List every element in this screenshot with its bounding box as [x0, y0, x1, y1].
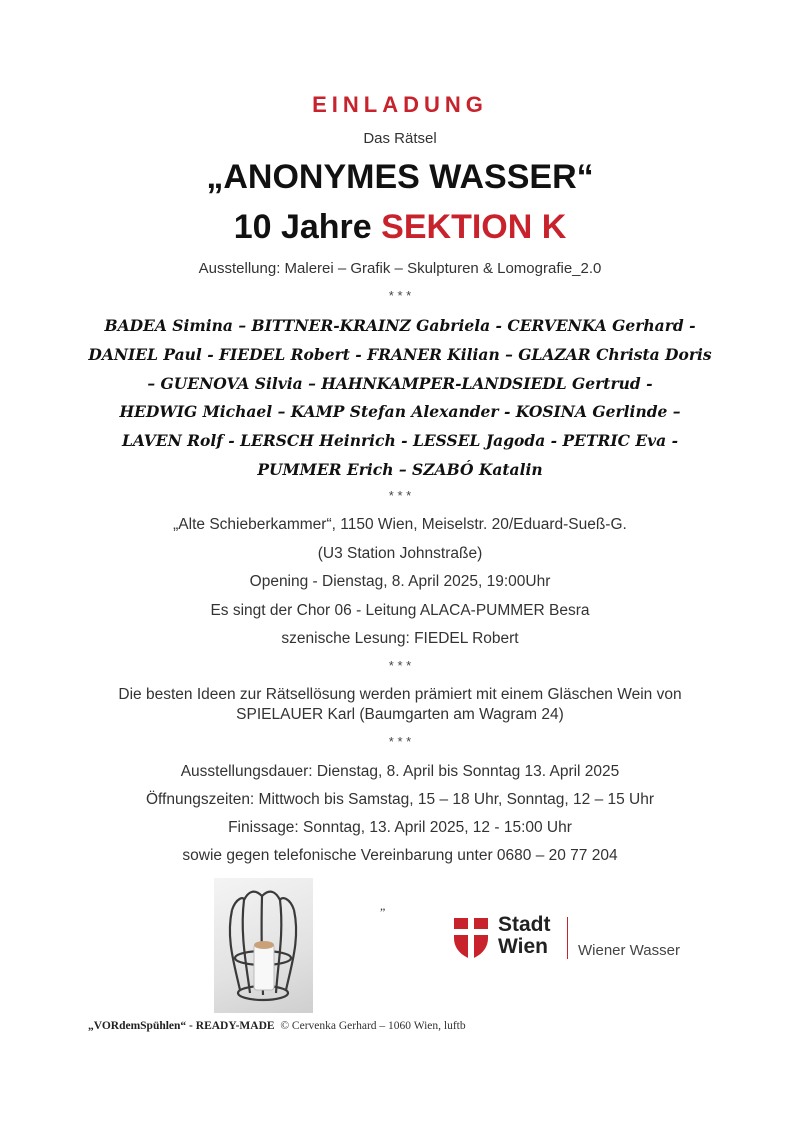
artist-line: BADEA Simina – BITTNER-KRAINZ Gabriela - CERVENKA Gerhard - — [104, 316, 696, 335]
separator: * * * — [388, 288, 412, 303]
artwork-caption — [88, 1020, 466, 1032]
opening-hours: Öffnungszeiten: Mittwoch bis Samstag, 15 – 18 Uhr, Sonntag, 12 – 15 Uhr — [145, 791, 655, 808]
choir-info: Es singt der Chor 06 - Leitung ALACA-PUMMER Besra — [210, 602, 590, 619]
artist-line: PUMMER Erich – SZABÓ Katalin — [257, 460, 543, 479]
main-title: „ANONYMES WASSER“ — [206, 158, 594, 196]
artwork-title: „VORdemSpühlen“ - READY-MADE — [88, 1020, 275, 1032]
artist-line: LAVEN Rolf - LERSCH Heinrich - LESSEL Jagoda - PETRIC Eva - — [121, 431, 679, 450]
stray-quote-mark: ” — [380, 905, 386, 919]
separator: * * * — [388, 658, 412, 673]
phone-appointment: sowie gegen telefonische Vereinbarung unter 0680 – 20 77 204 — [182, 847, 618, 864]
artwork-photo — [214, 878, 313, 1013]
artwork-credit: © Cervenka Gerhard – 1060 Wien, luftb — [280, 1020, 466, 1032]
wire-holder-illustration — [214, 878, 313, 1013]
reading-info: szenische Lesung: FIEDEL Robert — [281, 630, 519, 647]
opening-time: Opening - Dienstag, 8. April 2025, 19:00Uhr — [249, 573, 551, 590]
prize-line: Die besten Ideen zur Rätsellösung werden prämiert mit einem Gläschen Wein von — [118, 686, 682, 703]
artist-line: HEDWIG Michael – KAMP Stefan Alexander - KOSINA Gerlinde – — [119, 402, 681, 421]
exhibition-duration: Ausstellungsdauer: Dienstag, 8. April bis Sonntag 13. April 2025 — [180, 763, 620, 780]
prize-line: SPIELAUER Karl (Baumgarten am Wagram 24) — [236, 706, 564, 723]
artist-line: DANIEL Paul - FIEDEL Robert - FRANER Kilian – GLAZAR Christa Doris — [88, 345, 712, 364]
logo-wien-text: Wien — [498, 935, 548, 958]
stadt-wien-logo — [452, 914, 702, 964]
logo-wiener-wasser: Wiener Wasser — [578, 942, 680, 959]
artist-line: – GUENOVA Silvia – HAHNKAMPER-LANDSIEDL Gertrud - — [147, 374, 653, 393]
logo-divider — [567, 917, 568, 959]
venue-address: „Alte Schieberkammer“, 1150 Wien, Meiselstr. 20/Eduard-Sueß-G. — [173, 516, 627, 533]
separator: * * * — [388, 734, 412, 749]
anniversary-title — [0, 208, 800, 247]
separator: * * * — [388, 488, 412, 503]
anniversary-prefix: 10 Jahre — [233, 208, 382, 246]
logo-stadt-text: Stadt — [498, 913, 551, 936]
section-name: SEKTION K — [381, 208, 567, 246]
vienna-shield-icon — [452, 916, 490, 960]
exhibition-subtitle: Ausstellung: Malerei – Grafik – Skulpturen & Lomografie_2.0 — [198, 260, 602, 277]
riddle-subtitle: Das Rätsel — [363, 130, 437, 147]
finissage: Finissage: Sonntag, 13. April 2025, 12 - 15:00 Uhr — [228, 819, 572, 836]
venue-transit: (U3 Station Johnstraße) — [317, 545, 483, 562]
invitation-kicker: EINLADUNG — [312, 92, 488, 117]
